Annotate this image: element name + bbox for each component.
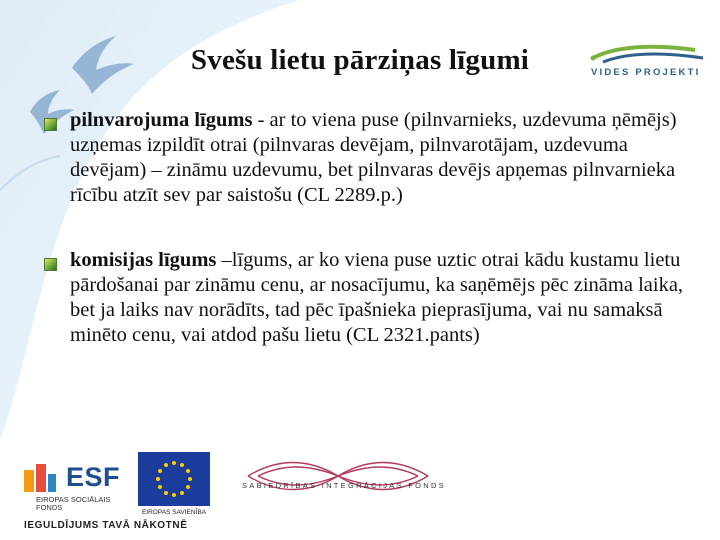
esf-subtitle: EIROPAS SOCIĀLAIS FONDS [36,495,111,512]
esf-logo [14,448,126,512]
bullet-list [40,108,690,348]
vides-projekti-logo [585,44,715,84]
footer-logos [0,440,720,540]
sif-name: SABIEDRĪBAS INTEGRĀCIJAS FONDS [242,481,447,490]
esf-figure-icon [20,460,60,496]
brand-name: VIDES PROJEKTI [591,67,701,78]
bullet-term: pilnvarojuma līgums [70,109,253,131]
eu-stars-icon [138,452,210,506]
bullet-item [40,248,690,348]
esf-word: ESF [66,462,121,492]
bullet-item [40,108,690,208]
eu-logo [138,452,210,522]
slide-title: Svešu lietu pārziņas līgumi [190,44,530,76]
bullet-text: - ar to viena puse (pilnvarnieks, uzdevuma ņēmējs) uzņemas izpildīt otrai (pilnvaras devējam, pilnvarotājam, uzdevuma devējam) – zināmu uzdevumu, bet pilnvaras devējs apņemas pilnvarnieka rīcību atzīt sev par saistošu (CL 2289.p.) [70,109,677,206]
footer-tagline: IEGULDĪJUMS TAVĀ NĀKOTNĒ [24,520,188,531]
bullet-square-icon [44,258,57,271]
eu-caption: EIROPAS SAVIENĪBA [141,509,207,516]
bullet-square-icon [44,118,57,131]
bullet-text: –līgums, ar ko viena puse uztic otrai kādu kustamu lietu pārdošanai par zināmu cenu, ar nosacījumu, ka saņēmējs pēc zināma laika, bet ja laiks nav norādīts, tad pēc īpašnieka pieprasījuma, vai nu samaksā minēto cenu, vai atdod pašu lietu (CL 2321.pants) [70,249,684,346]
bullet-term: komisijas līgums [70,249,217,271]
eu-flag [138,452,210,506]
